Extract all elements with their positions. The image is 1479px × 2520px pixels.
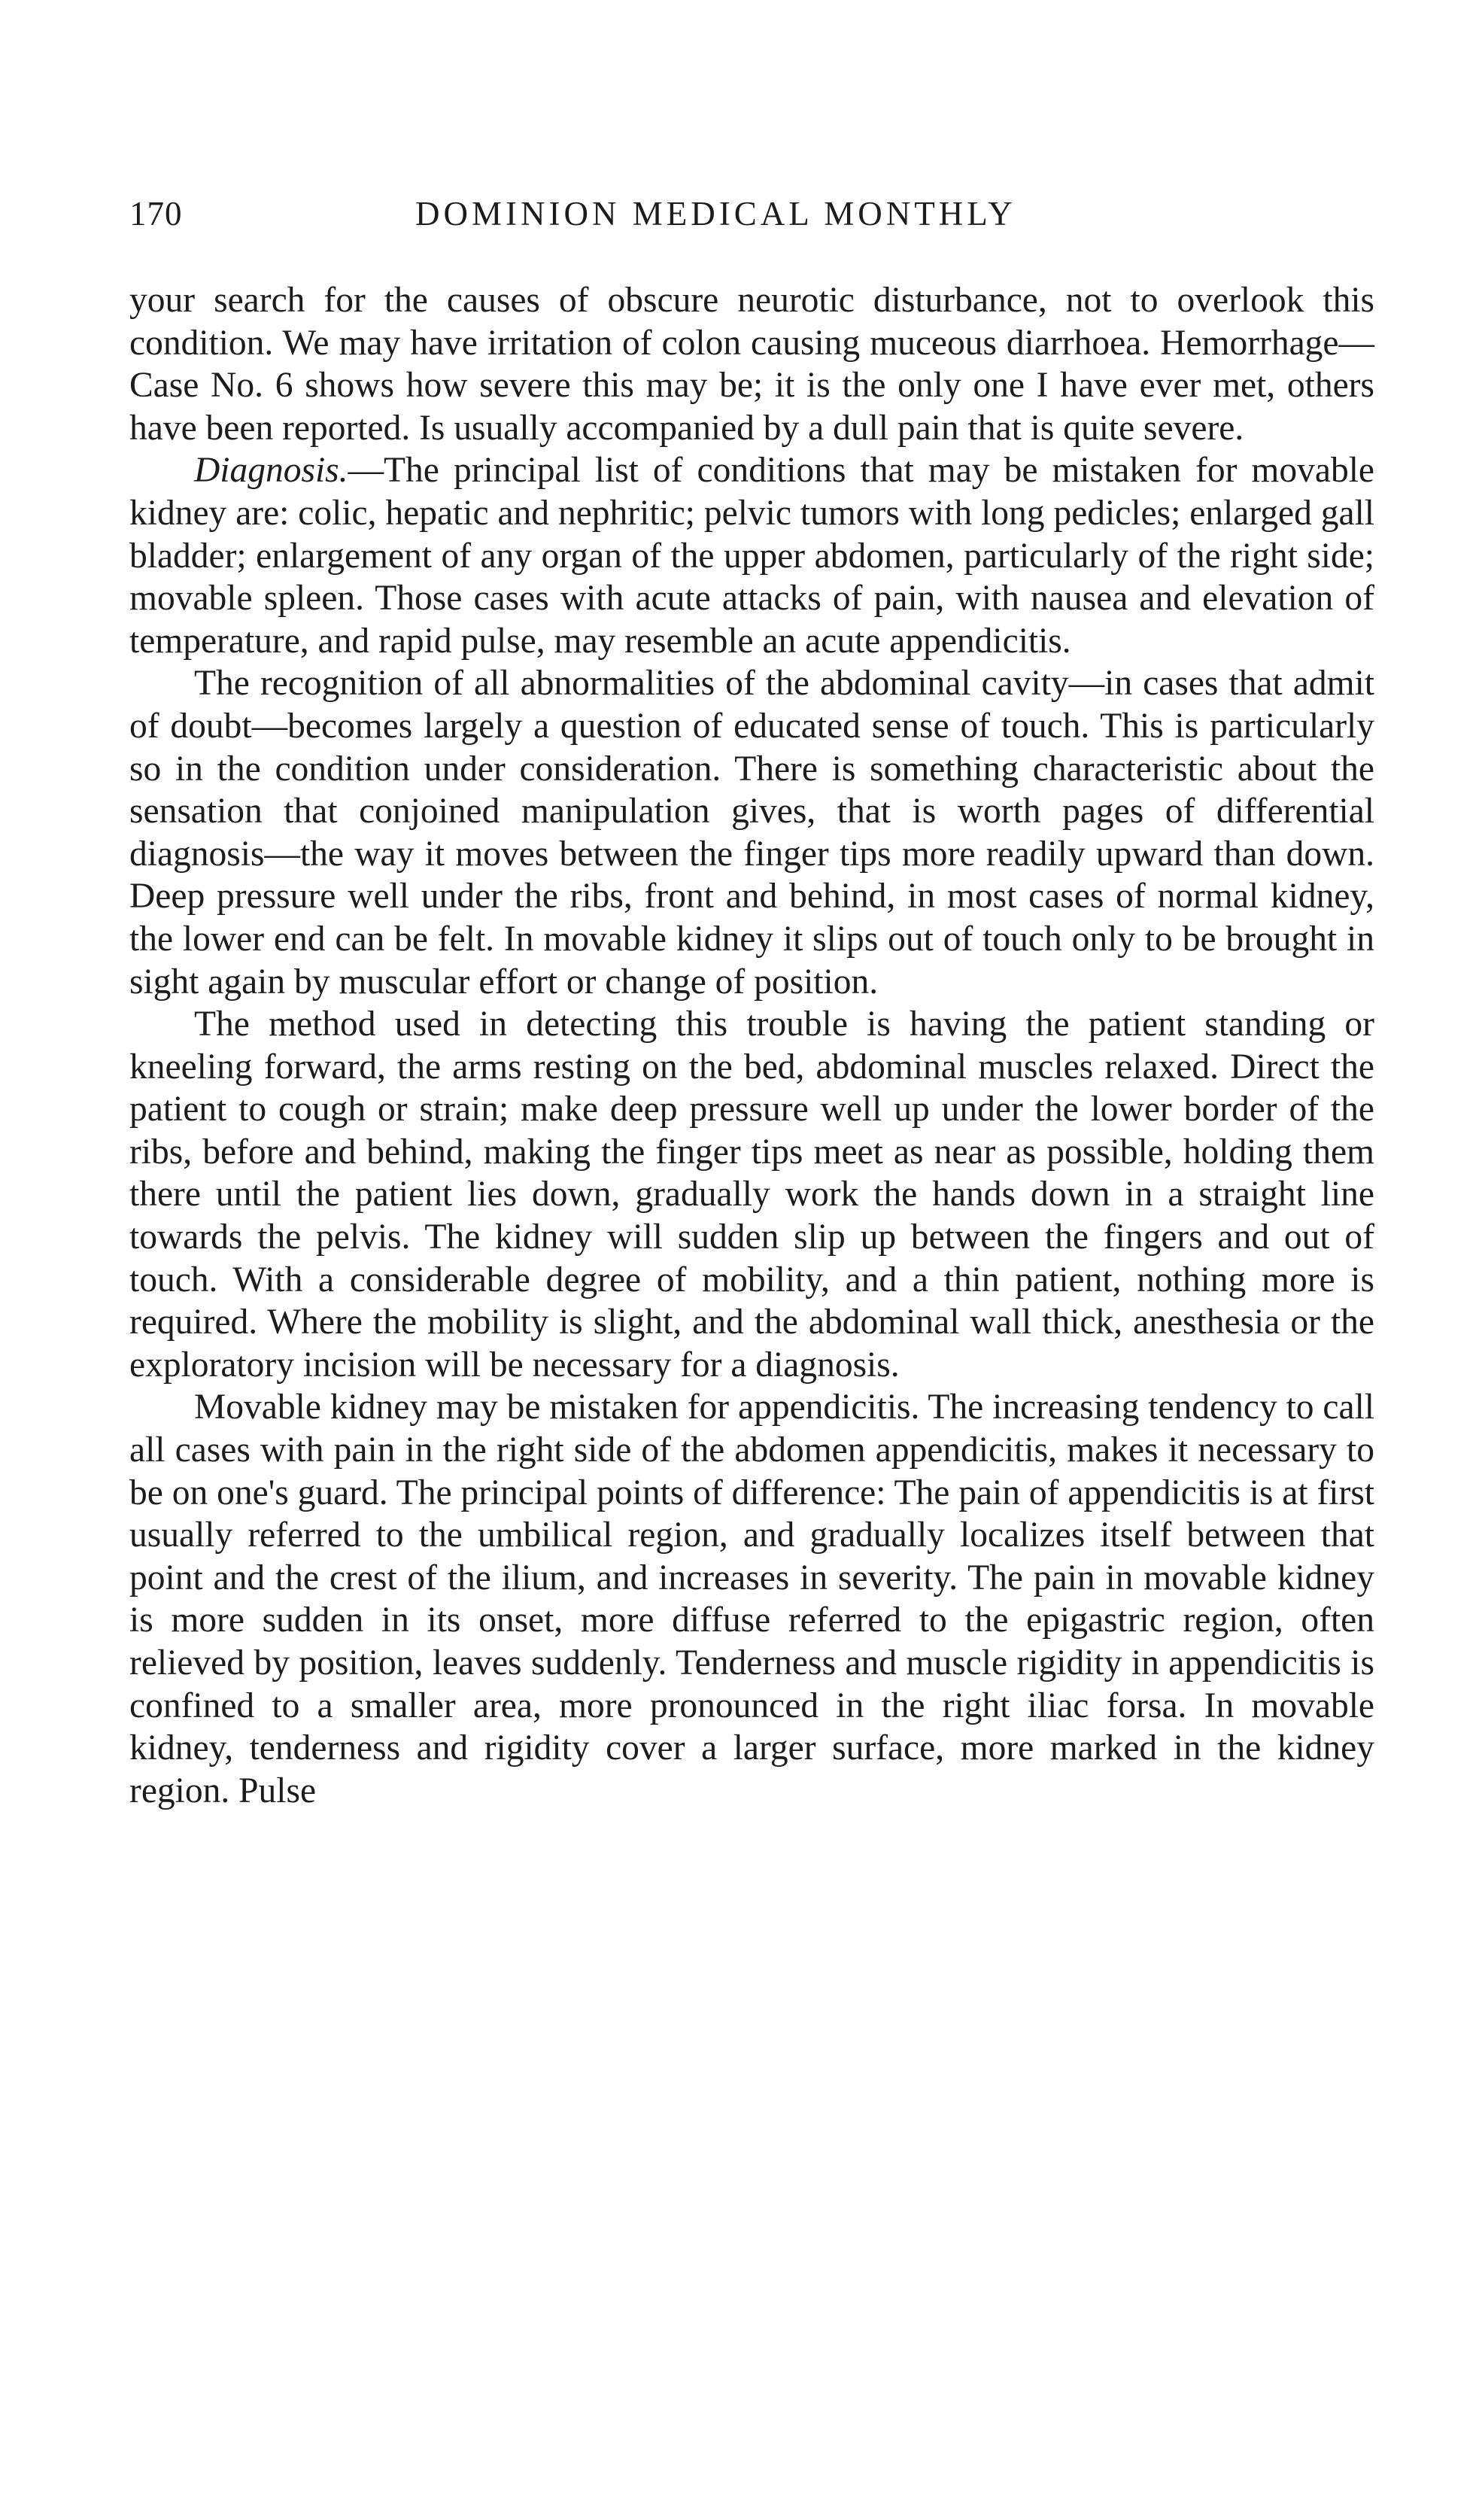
paragraph-text: your search for the causes of obscure neurotic disturbance, not to overlook this condition. We may have irritation of colon causing muceous diarrhoea. Hemorrhage—Case No. 6 shows how severe this may be; it is the only one I have ever met, others have been reported. Is usually accompanied by a dull pain that is quite severe. bbox=[129, 281, 1374, 448]
paragraph-heading: Diagnosis. bbox=[194, 451, 348, 491]
running-head bbox=[129, 194, 1393, 239]
journal-title: DOMINION MEDICAL MONTHLY bbox=[415, 195, 1016, 233]
page-number: 170 bbox=[129, 195, 183, 233]
paragraph-text: —The principal list of conditions that may be mistaken for movable kidney are: colic, hepatic and nephritic; pelvic tumors with long pedicles; enlarged gall bladder; enlargement of any organ of the upper abdomen, particularly of the right side; movable spleen. Those cases with acute attacks of pain, with nausea and elevation of temperature, and rapid pulse, may resemble an acute appendicitis. bbox=[129, 451, 1374, 661]
paragraph-text: The recognition of all abnormalities of the abdominal cavity—in cases that admit of doubt—becomes largely a question of educated sense of touch. This is particularly so in the condition under consideration. There is something characteristic about the sensation that conjoined manipulation gives, that is worth pages of differential diagnosis—the way it moves between the finger tips more readily upward than down. Deep pressure well under the ribs, front and behind, in most cases of normal kidney, the lower end can be felt. In movable kidney it slips out of touch only to be brought in sight again by muscular effort or change of position. bbox=[129, 664, 1374, 1002]
paragraph bbox=[129, 449, 1374, 662]
paragraph bbox=[129, 662, 1374, 1003]
body-text bbox=[129, 279, 1374, 1812]
paragraph bbox=[129, 279, 1374, 449]
paragraph bbox=[129, 1003, 1374, 1386]
paragraph-text: The method used in detecting this trouble is having the patient standing or kneeling forward, the arms resting on the bed, abdominal muscles relaxed. Direct the patient to cough or strain; make deep pressure well up under the lower border of the ribs, before and behind, making the finger tips meet as near as possible, holding them there until the patient lies down, gradually work the hands down in a straight line towards the pelvis. The kidney will sudden slip up between the fingers and out of touch. With a considerable degree of mobility, and a thin patient, nothing more is required. Where the mobility is slight, and the abdominal wall thick, anesthesia or the exploratory incision will be necessary for a diagnosis. bbox=[129, 1005, 1374, 1385]
paragraph bbox=[129, 1386, 1374, 1812]
paragraph-text: Movable kidney may be mistaken for appendicitis. The increasing tendency to call all cases with pain in the right side of the abdomen appendicitis, makes it necessary to be on one's guard. The principal points of difference: The pain of appendicitis is at first usually referred to the umbilical region, and gradually localizes itself between that point and the crest of the ilium, and increases in severity. The pain in movable kidney is more sudden in its onset, more diffuse referred to the epigastric region, often relieved by position, leaves suddenly. Tenderness and muscle rigidity in appendicitis is confined to a smaller area, more pronounced in the right iliac forsa. In movable kidney, tenderness and rigidity cover a larger surface, more marked in the kidney region. Pulse bbox=[129, 1388, 1374, 1810]
